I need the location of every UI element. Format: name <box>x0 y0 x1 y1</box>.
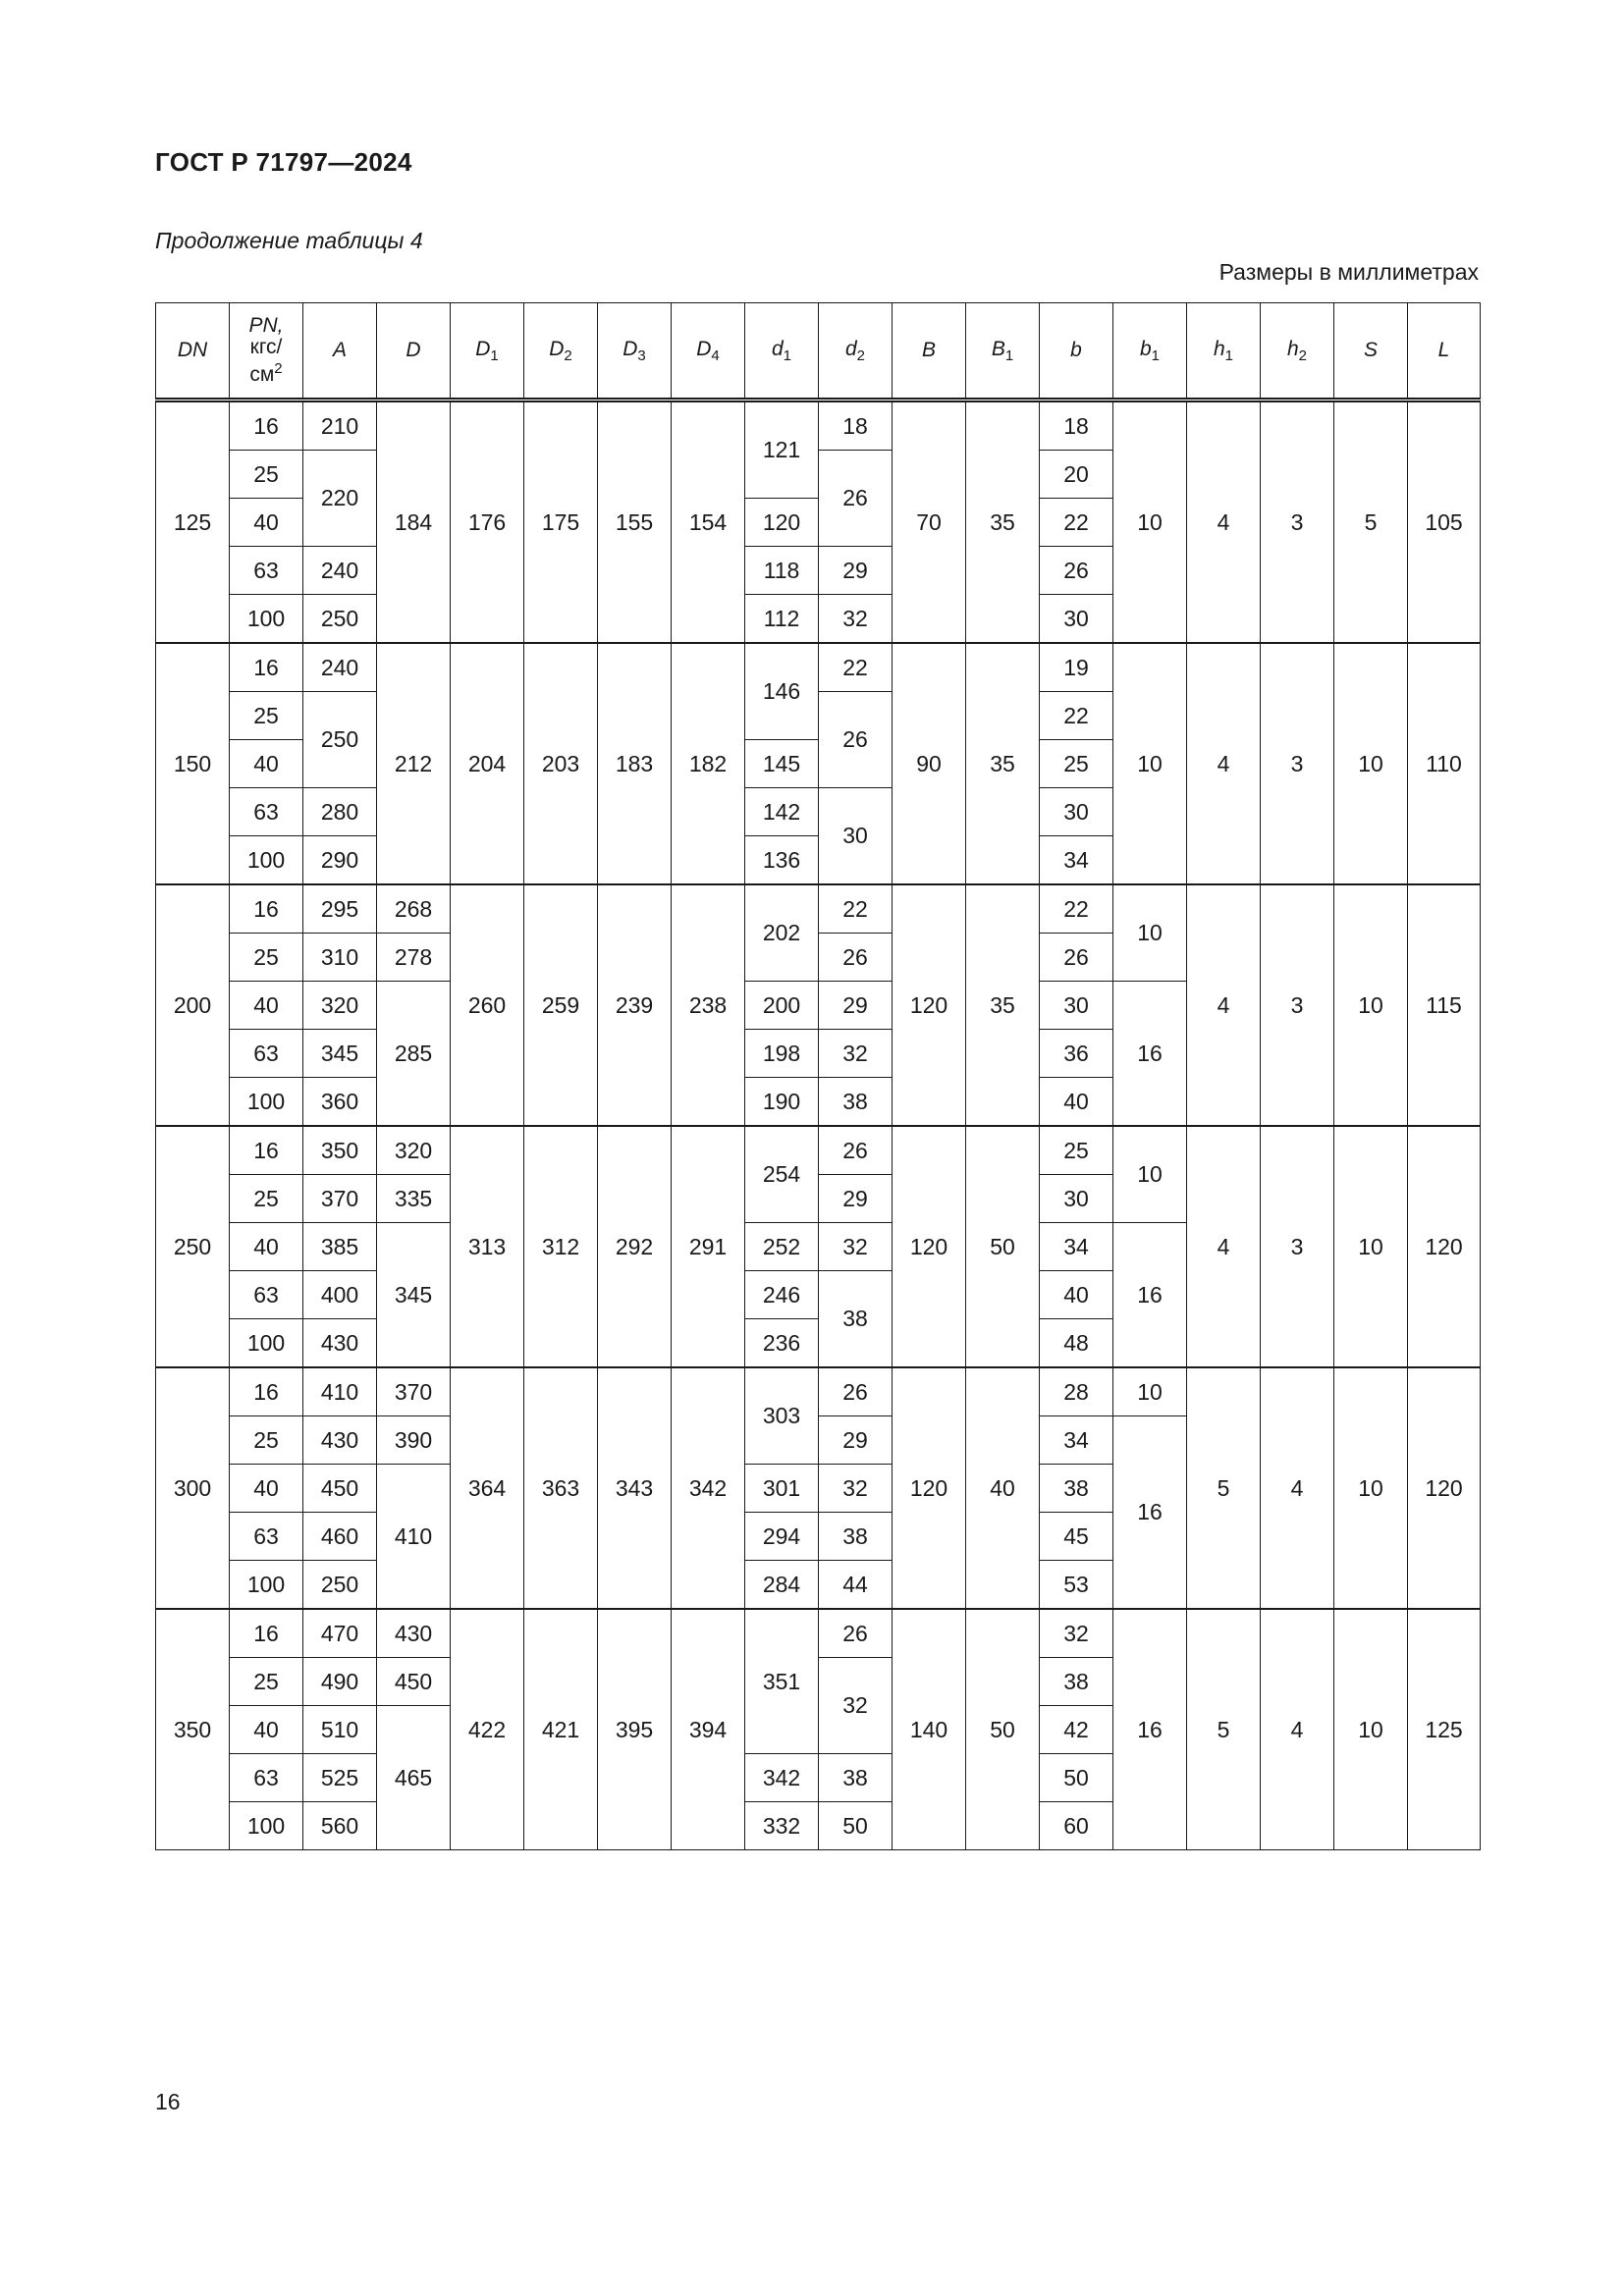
table-cell: 335 <box>377 1175 451 1223</box>
page-number: 16 <box>155 2089 181 2114</box>
table-cell: 490 <box>303 1658 377 1706</box>
table-cell: 202 <box>745 884 819 982</box>
table-cell: 450 <box>377 1658 451 1706</box>
table-cell: 25 <box>230 1658 303 1706</box>
table-cell: 100 <box>230 1802 303 1850</box>
table-cell: 38 <box>1040 1658 1113 1706</box>
table-cell: 200 <box>156 884 230 1126</box>
table-cell: 16 <box>230 1609 303 1658</box>
table-cell: 100 <box>230 1078 303 1127</box>
table-cell: 38 <box>819 1513 893 1561</box>
table-cell: 3 <box>1261 1126 1334 1367</box>
table-cell: 154 <box>672 400 745 644</box>
table-cell: 26 <box>819 1609 893 1658</box>
table-cell: 294 <box>745 1513 819 1561</box>
table-cell: 150 <box>156 643 230 884</box>
table-cell: 100 <box>230 836 303 885</box>
table-cell: 32 <box>819 595 893 644</box>
table-cell: 16 <box>1113 1609 1187 1850</box>
table-cell: 50 <box>819 1802 893 1850</box>
table-cell: 3 <box>1261 400 1334 644</box>
table-cell: 10 <box>1334 1126 1408 1367</box>
table-cell: 115 <box>1408 884 1481 1126</box>
table-row <box>156 1126 1481 1175</box>
table-cell: 238 <box>672 884 745 1126</box>
table-cell: 120 <box>893 1367 966 1609</box>
table-cell: 421 <box>524 1609 598 1850</box>
table-cell: 32 <box>819 1658 893 1754</box>
table-cell: 25 <box>1040 1126 1113 1175</box>
table-cell: 63 <box>230 1271 303 1319</box>
table-cell: 390 <box>377 1416 451 1465</box>
table-cell: 320 <box>303 982 377 1030</box>
table-cell: 125 <box>1408 1609 1481 1850</box>
table-cell: 268 <box>377 884 451 934</box>
table-cell: 90 <box>893 643 966 884</box>
table-cell: 190 <box>745 1078 819 1127</box>
table-cell: 4 <box>1187 884 1261 1126</box>
table-cell: 303 <box>745 1367 819 1465</box>
table-cell: 236 <box>745 1319 819 1368</box>
table-cell: 10 <box>1113 884 1187 982</box>
dimensions-table <box>155 302 1481 1850</box>
table-cell: 345 <box>303 1030 377 1078</box>
table-cell: 26 <box>819 692 893 788</box>
table-cell: 301 <box>745 1465 819 1513</box>
table-cell: 50 <box>966 1126 1040 1367</box>
table-cell: 35 <box>966 400 1040 644</box>
table-cell: 25 <box>1040 740 1113 788</box>
table-cell: 16 <box>230 400 303 451</box>
table-cell: 120 <box>745 499 819 547</box>
table-cell: 105 <box>1408 400 1481 644</box>
table-cell: 40 <box>230 1223 303 1271</box>
table-header-row <box>156 303 1481 400</box>
table-cell: 239 <box>598 884 672 1126</box>
table-cell: 10 <box>1334 1367 1408 1609</box>
table-cell: 38 <box>819 1271 893 1368</box>
col-header-d2: $D_2$ <box>524 303 598 400</box>
table-cell: 112 <box>745 595 819 644</box>
col-header-small-d1: $d_1$ <box>745 303 819 400</box>
table-cell: 100 <box>230 1319 303 1368</box>
table-cell: 10 <box>1113 1367 1187 1416</box>
table-cell: 40 <box>230 740 303 788</box>
table-cell: 212 <box>377 643 451 884</box>
table-cell: 34 <box>1040 836 1113 885</box>
table-cell: 313 <box>451 1126 524 1367</box>
table-cell: 525 <box>303 1754 377 1802</box>
table-cell: 40 <box>966 1367 1040 1609</box>
table-cell: 198 <box>745 1030 819 1078</box>
table-cell: 4 <box>1187 400 1261 644</box>
table-cell: 210 <box>303 400 377 451</box>
table-cell: 5 <box>1187 1367 1261 1609</box>
table-cell: 310 <box>303 934 377 982</box>
table-cell: 430 <box>303 1416 377 1465</box>
table-cell: 345 <box>377 1223 451 1368</box>
table-cell: 250 <box>303 692 377 788</box>
col-header-l: L <box>1408 303 1481 400</box>
table-cell: 394 <box>672 1609 745 1850</box>
table-cell: 385 <box>303 1223 377 1271</box>
table-cell: 29 <box>819 1416 893 1465</box>
table-cell: 18 <box>1040 400 1113 451</box>
table-cell: 465 <box>377 1706 451 1850</box>
table-cell: 25 <box>230 692 303 740</box>
table-cell: 142 <box>745 788 819 836</box>
table-cell: 395 <box>598 1609 672 1850</box>
table-cell: 48 <box>1040 1319 1113 1368</box>
table-cell: 320 <box>377 1126 451 1175</box>
table-cell: 40 <box>1040 1078 1113 1127</box>
table-cell: 16 <box>230 1126 303 1175</box>
table-cell: 40 <box>230 1465 303 1513</box>
table-row <box>156 884 1481 934</box>
table-cell: 60 <box>1040 1802 1113 1850</box>
table-cell: 20 <box>1040 451 1113 499</box>
table-cell: 26 <box>819 451 893 547</box>
table-cell: 285 <box>377 982 451 1127</box>
table-cell: 30 <box>819 788 893 885</box>
table-cell: 364 <box>451 1367 524 1609</box>
table-cell: 120 <box>1408 1126 1481 1367</box>
table-cell: 422 <box>451 1609 524 1850</box>
table-cell: 200 <box>745 982 819 1030</box>
table-cell: 363 <box>524 1367 598 1609</box>
table-cell: 63 <box>230 547 303 595</box>
table-cell: 246 <box>745 1271 819 1319</box>
table-cell: 44 <box>819 1561 893 1610</box>
col-header-h1: $h_1$ <box>1187 303 1261 400</box>
table-cell: 34 <box>1040 1416 1113 1465</box>
table-cell: 370 <box>303 1175 377 1223</box>
table-cell: 36 <box>1040 1030 1113 1078</box>
table-cell: 291 <box>672 1126 745 1367</box>
table-cell: 460 <box>303 1513 377 1561</box>
table-cell: 125 <box>156 400 230 644</box>
table-cell: 42 <box>1040 1706 1113 1754</box>
table-cell: 38 <box>1040 1465 1113 1513</box>
table-cell: 252 <box>745 1223 819 1271</box>
table-cell: 29 <box>819 982 893 1030</box>
table-cell: 300 <box>156 1367 230 1609</box>
table-cell: 5 <box>1187 1609 1261 1850</box>
table-cell: 26 <box>819 934 893 982</box>
table-cell: 10 <box>1113 1126 1187 1223</box>
table-cell: 4 <box>1261 1609 1334 1850</box>
table-cell: 240 <box>303 547 377 595</box>
table-cell: 175 <box>524 400 598 644</box>
table-cell: 3 <box>1261 643 1334 884</box>
table-cell: 70 <box>893 400 966 644</box>
table-cell: 351 <box>745 1609 819 1754</box>
table-cell: 5 <box>1334 400 1408 644</box>
col-header-d3: $D_3$ <box>598 303 672 400</box>
table-cell: 343 <box>598 1367 672 1609</box>
table-cell: 182 <box>672 643 745 884</box>
table-cell: 183 <box>598 643 672 884</box>
table-cell: 360 <box>303 1078 377 1127</box>
table-cell: 250 <box>303 595 377 644</box>
table-cell: 100 <box>230 595 303 644</box>
table-cell: 16 <box>230 643 303 692</box>
table-cell: 63 <box>230 1754 303 1802</box>
table-cell: 280 <box>303 788 377 836</box>
table-cell: 3 <box>1261 884 1334 1126</box>
table-cell: 220 <box>303 451 377 547</box>
col-header-h2: $h_2$ <box>1261 303 1334 400</box>
table-cell: 259 <box>524 884 598 1126</box>
col-header-b-big: B <box>893 303 966 400</box>
table-cell: 63 <box>230 1513 303 1561</box>
table-cell: 10 <box>1334 643 1408 884</box>
table-cell: 4 <box>1187 643 1261 884</box>
table-cell: 284 <box>745 1561 819 1610</box>
table-cell: 40 <box>230 982 303 1030</box>
table-cell: 204 <box>451 643 524 884</box>
table-cell: 40 <box>1040 1271 1113 1319</box>
table-cell: 350 <box>303 1126 377 1175</box>
col-header-pn: PN, кгс/ $см^2$ <box>230 303 303 400</box>
col-header-small-d2: $d_2$ <box>819 303 893 400</box>
table-cell: 34 <box>1040 1223 1113 1271</box>
table-cell: 22 <box>1040 692 1113 740</box>
table-cell: 332 <box>745 1802 819 1850</box>
table-cell: 184 <box>377 400 451 644</box>
table-cell: 32 <box>819 1465 893 1513</box>
table-cell: 254 <box>745 1126 819 1223</box>
table-cell: 22 <box>819 884 893 934</box>
col-header-s: S <box>1334 303 1408 400</box>
table-cell: 30 <box>1040 788 1113 836</box>
table-cell: 121 <box>745 400 819 499</box>
table-cell: 28 <box>1040 1367 1113 1416</box>
table-cell: 30 <box>1040 982 1113 1030</box>
table-cell: 16 <box>230 1367 303 1416</box>
table-cell: 26 <box>819 1126 893 1175</box>
table-cell: 22 <box>1040 884 1113 934</box>
table-cell: 510 <box>303 1706 377 1754</box>
col-header-b: b <box>1040 303 1113 400</box>
table-cell: 25 <box>230 1416 303 1465</box>
table-cell: 140 <box>893 1609 966 1850</box>
table-cell: 110 <box>1408 643 1481 884</box>
table-cell: 240 <box>303 643 377 692</box>
table-cell: 63 <box>230 788 303 836</box>
table-cell: 312 <box>524 1126 598 1367</box>
table-cell: 430 <box>377 1609 451 1658</box>
table-cell: 26 <box>819 1367 893 1416</box>
col-header-d: D <box>377 303 451 400</box>
table-cell: 136 <box>745 836 819 885</box>
table-row <box>156 643 1481 692</box>
table-cell: 250 <box>156 1126 230 1367</box>
table-cell: 278 <box>377 934 451 982</box>
table-cell: 400 <box>303 1271 377 1319</box>
table-cell: 350 <box>156 1609 230 1850</box>
table-cell: 29 <box>819 547 893 595</box>
table-cell: 176 <box>451 400 524 644</box>
table-cell: 118 <box>745 547 819 595</box>
col-header-a: A <box>303 303 377 400</box>
col-header-d1: $D_1$ <box>451 303 524 400</box>
table-cell: 450 <box>303 1465 377 1513</box>
table-row <box>156 1609 1481 1658</box>
table-cell: 38 <box>819 1754 893 1802</box>
table-cell: 32 <box>819 1223 893 1271</box>
table-cell: 16 <box>1113 1416 1187 1610</box>
table-cell: 25 <box>230 1175 303 1223</box>
table-cell: 30 <box>1040 1175 1113 1223</box>
table-cell: 260 <box>451 884 524 1126</box>
table-cell: 4 <box>1261 1367 1334 1609</box>
table-cell: 32 <box>819 1030 893 1078</box>
table-cell: 155 <box>598 400 672 644</box>
table-cell: 10 <box>1334 884 1408 1126</box>
table-cell: 29 <box>819 1175 893 1223</box>
table-cell: 26 <box>1040 934 1113 982</box>
table-cell: 560 <box>303 1802 377 1850</box>
table-cell: 16 <box>1113 1223 1187 1368</box>
table-cell: 32 <box>1040 1609 1113 1658</box>
table-cell: 25 <box>230 451 303 499</box>
table-row <box>156 400 1481 451</box>
table-cell: 16 <box>230 884 303 934</box>
table-cell: 30 <box>1040 595 1113 644</box>
table-cell: 45 <box>1040 1513 1113 1561</box>
col-header-b1: $b_1$ <box>1113 303 1187 400</box>
document-code: ГОСТ Р 71797—2024 <box>155 147 412 177</box>
table-cell: 370 <box>377 1367 451 1416</box>
table-cell: 295 <box>303 884 377 934</box>
table-cell: 120 <box>893 884 966 1126</box>
table-row <box>156 1367 1481 1416</box>
table-cell: 410 <box>303 1367 377 1416</box>
table-cell: 18 <box>819 400 893 451</box>
units-note: Размеры в миллиметрах <box>1218 259 1479 285</box>
table-cell: 50 <box>966 1609 1040 1850</box>
table-cell: 120 <box>1408 1367 1481 1609</box>
table-cell: 40 <box>230 1706 303 1754</box>
table-cell: 22 <box>819 643 893 692</box>
table-cell: 292 <box>598 1126 672 1367</box>
table-cell: 203 <box>524 643 598 884</box>
table-cell: 38 <box>819 1078 893 1127</box>
table-caption: Продолжение таблицы 4 <box>155 228 423 253</box>
col-header-dn: DN <box>156 303 230 400</box>
table-cell: 16 <box>1113 982 1187 1127</box>
table-cell: 145 <box>745 740 819 788</box>
table-cell: 4 <box>1187 1126 1261 1367</box>
col-header-d4: $D_4$ <box>672 303 745 400</box>
table-cell: 470 <box>303 1609 377 1658</box>
table-cell: 10 <box>1334 1609 1408 1850</box>
table-cell: 63 <box>230 1030 303 1078</box>
table-cell: 35 <box>966 643 1040 884</box>
table-cell: 19 <box>1040 643 1113 692</box>
table-cell: 22 <box>1040 499 1113 547</box>
table-cell: 410 <box>377 1465 451 1610</box>
table-cell: 50 <box>1040 1754 1113 1802</box>
col-header-b-big1: $B_1$ <box>966 303 1040 400</box>
table-cell: 10 <box>1113 643 1187 884</box>
table-cell: 342 <box>672 1367 745 1609</box>
table-cell: 26 <box>1040 547 1113 595</box>
table-cell: 10 <box>1113 400 1187 644</box>
table-cell: 35 <box>966 884 1040 1126</box>
table-cell: 146 <box>745 643 819 740</box>
table-cell: 290 <box>303 836 377 885</box>
table-cell: 342 <box>745 1754 819 1802</box>
table-cell: 100 <box>230 1561 303 1610</box>
table-cell: 25 <box>230 934 303 982</box>
table-cell: 120 <box>893 1126 966 1367</box>
table-cell: 40 <box>230 499 303 547</box>
table-cell: 53 <box>1040 1561 1113 1610</box>
table-cell: 430 <box>303 1319 377 1368</box>
table-body <box>156 400 1481 1850</box>
table-cell: 250 <box>303 1561 377 1610</box>
